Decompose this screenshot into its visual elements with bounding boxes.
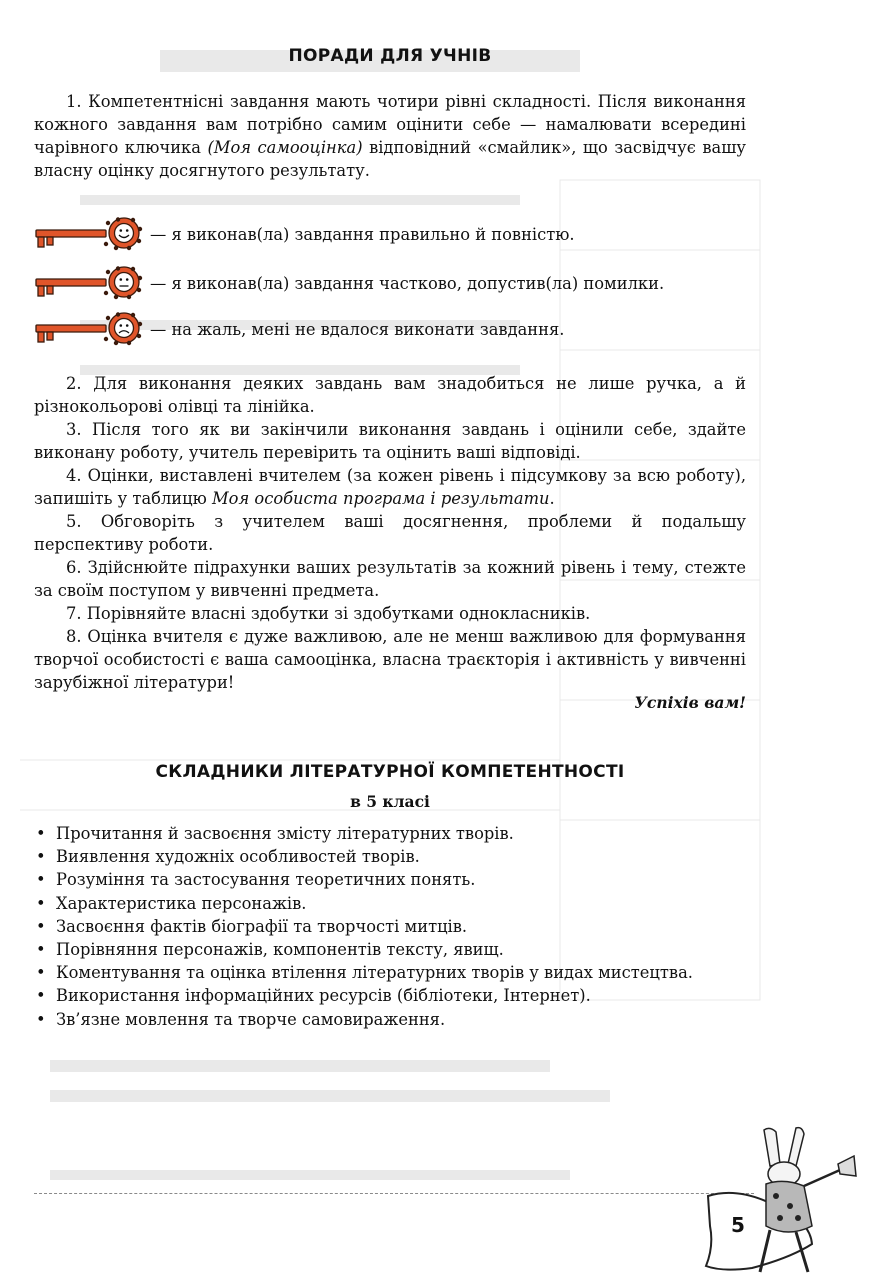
list-item	[34, 938, 764, 961]
bullet-icon: •	[36, 870, 46, 890]
list-item	[34, 1008, 764, 1031]
tip-6: 6. Здійснюйте підрахунки ваших результатів за кожний рівень і тему, стежте за своїм поступом у вивченні предмета.	[34, 558, 746, 600]
list-item	[34, 845, 764, 868]
tip-4-text-a: 4. Оцінки, виставлені вчителем (за кожен рівень і підсумкову за всю роботу), запишіть у таблицю	[34, 466, 746, 508]
bullet-icon: •	[36, 824, 46, 843]
bullet-icon: •	[36, 893, 46, 913]
bullet-icon: •	[36, 916, 46, 936]
list-item	[34, 868, 764, 891]
list-item	[34, 822, 764, 845]
tip-2: 2. Для виконання деяких завдань вам знадобиться не лише ручка, а й різнокольорові олівці та лінійка.	[34, 374, 746, 416]
key-legend-item-partial	[34, 265, 664, 301]
list-item-text: Розуміння та застосування теоретичних понять.	[56, 870, 476, 890]
list-item-text: Використання інформаційних ресурсів (бібліотеки, Інтернет).	[56, 986, 591, 1006]
tip-7: 7. Порівняйте власні здобутки зі здобутками однокласників.	[66, 604, 591, 623]
key-legend-text-full: — я виконав(ла) завдання правильно й повністю.	[150, 224, 575, 244]
tip-8: 8. Оцінка вчителя є дуже важливою, але не менш важливою для формування творчої особистості є ваша самооцінка, власна траєкторія і активність у вивченні зарубіжної літератури!	[34, 627, 746, 692]
heading-components: СКЛАДНИКИ ЛІТЕРАТУРНОЇ КОМПЕТЕНТНОСТІ	[155, 762, 625, 782]
key-legend-text-failed: — на жаль, мені не вдалося виконати завдання.	[150, 319, 565, 339]
key-legend-text-partial: — я виконав(ла) завдання частково, допустив(ла) помилки.	[150, 273, 665, 293]
page-number: 5	[731, 1213, 745, 1237]
bullet-icon: •	[36, 847, 46, 867]
list-item-text: Прочитання й засвоєння змісту літературних творів.	[56, 824, 514, 843]
key-legend-item-failed	[34, 311, 564, 347]
tip-5: 5. Обговоріть з учителем ваші досягнення, проблеми й подальшу перспективу роботи.	[34, 512, 746, 554]
magic-key-happy-icon	[34, 217, 144, 251]
white-rabbit-illustration	[700, 1126, 860, 1276]
tip-1-italic: (Моя самооцінка)	[207, 138, 363, 157]
bullet-icon: •	[36, 986, 46, 1006]
list-item-text: Порівняння персонажів, компонентів тексту, явищ.	[56, 940, 504, 960]
tip-4-italic: Моя особиста програма і результати	[211, 489, 550, 508]
tip-4-text-b: .	[549, 489, 555, 508]
list-item	[34, 892, 764, 915]
heading-tips: ПОРАДИ ДЛЯ УЧНІВ	[288, 46, 492, 66]
list-item-text: Виявлення художніх особливостей творів.	[56, 847, 420, 867]
list-item-text: Засвоєння фактів біографії та творчості митців.	[56, 916, 468, 936]
key-legend-item-full	[34, 216, 575, 252]
tip-3: 3. Після того як ви закінчили виконання завдань і оцінили себе, здайте виконану роботу, учитель перевірить та оцінить ваші відповіді.	[34, 420, 746, 462]
bullet-icon: •	[36, 940, 46, 960]
tip-1	[34, 90, 746, 182]
sign-off: Успіхів вам!	[634, 693, 746, 712]
bullet-icon: •	[36, 963, 46, 983]
tip-1-text-a: 1. Компетентнісні завдання мають чотири рівні складності. Після виконання кожного завдання вам потрібно самим оцінити себе — намалювати всередині чарівного ключика	[34, 92, 746, 157]
list-item	[34, 961, 764, 984]
bullet-icon: •	[36, 1009, 46, 1029]
list-item-text: Характеристика персонажів.	[56, 893, 307, 913]
tip-1-text-b: відповідний «смайлик», що засвідчує вашу власну оцінку досягнутого результату.	[34, 138, 746, 180]
list-item	[34, 984, 764, 1007]
tip-4	[34, 464, 746, 510]
magic-key-neutral-icon	[34, 266, 144, 300]
subheading-grade: в 5 класі	[350, 792, 430, 811]
magic-key-sad-icon	[34, 312, 144, 346]
list-item	[34, 915, 764, 938]
components-list	[34, 822, 764, 1031]
footer-dashed-divider	[34, 1193, 754, 1194]
list-item-text: Зв’язне мовлення та творче самовираження.	[56, 1009, 446, 1029]
list-item-text: Коментування та оцінка втілення літературних творів у видах мистецтва.	[56, 963, 693, 983]
